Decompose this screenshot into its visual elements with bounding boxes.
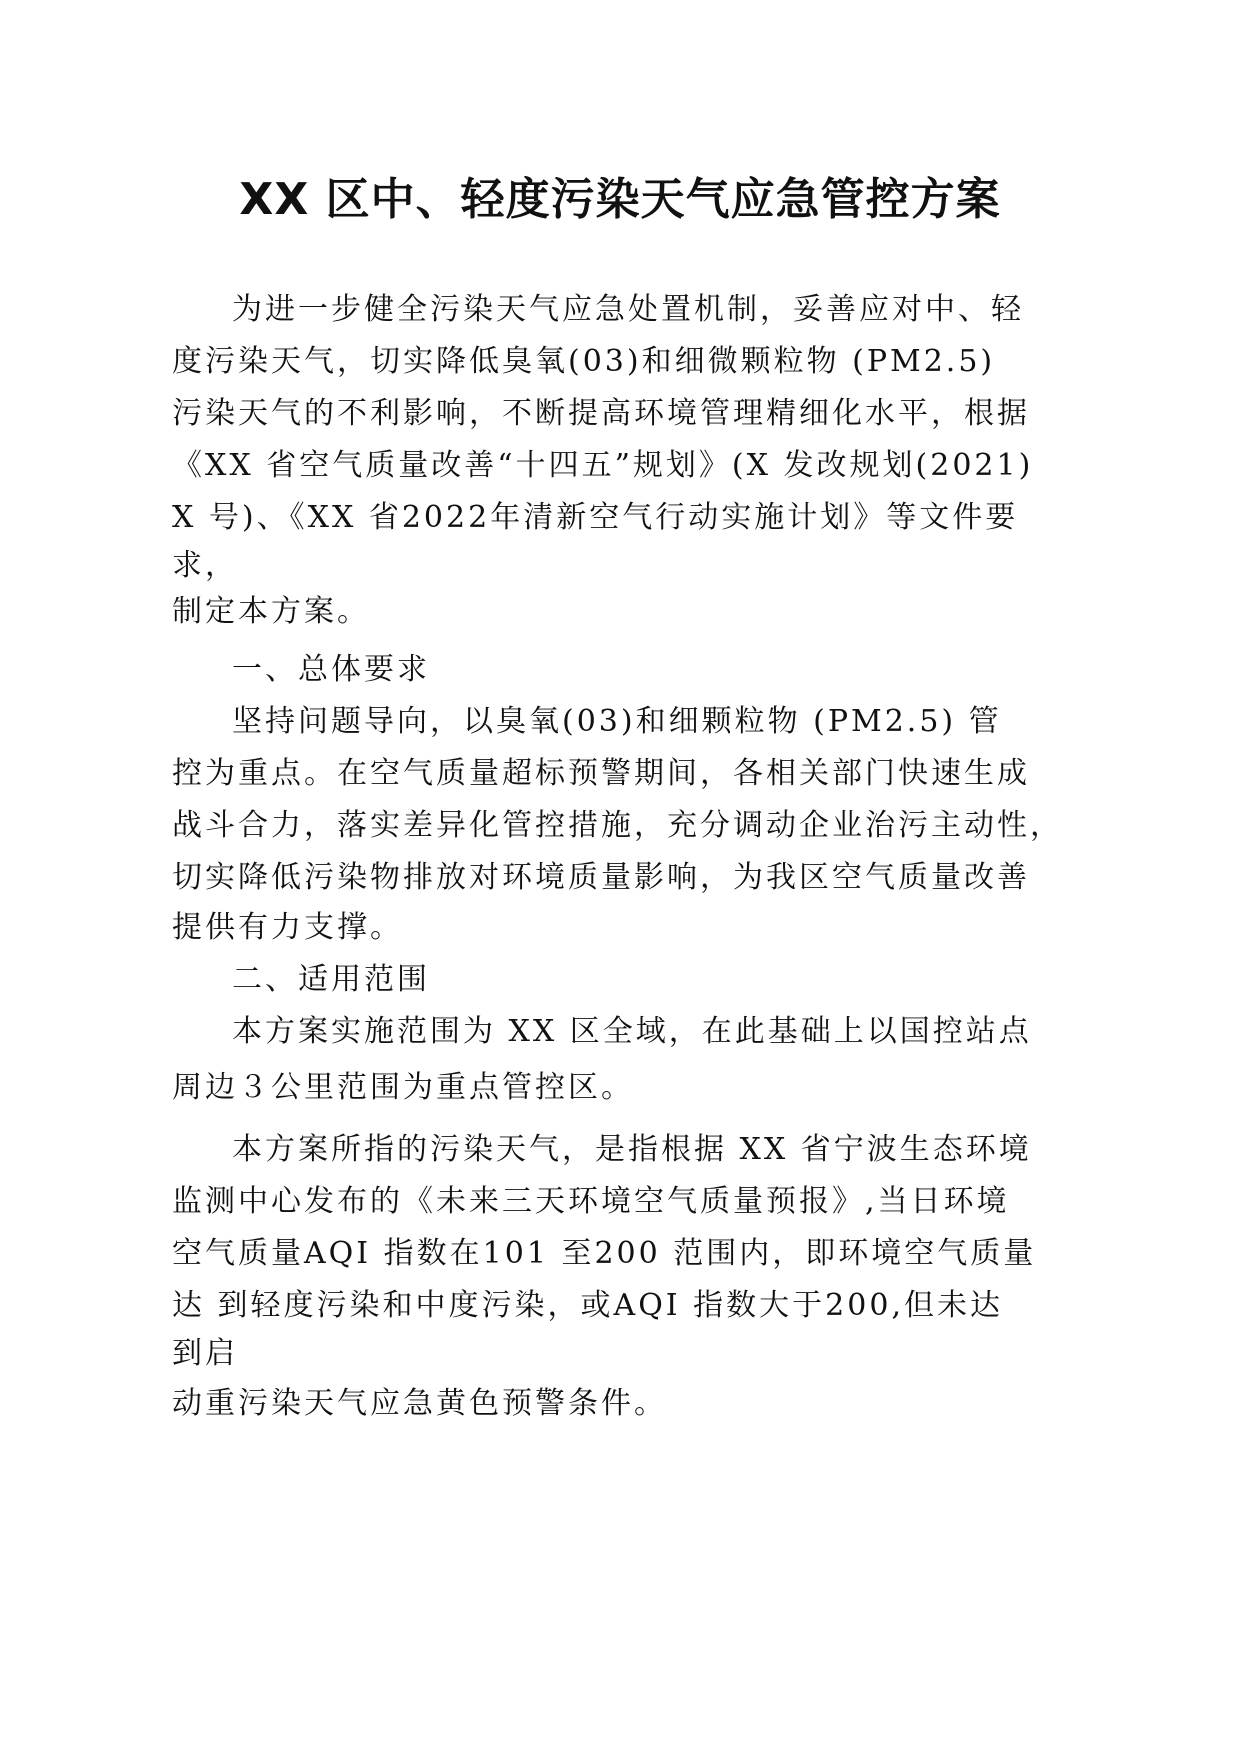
body-line: 周边３公里范围为重点管控区。 <box>172 1070 634 1105</box>
section-heading: 二、适用范围 <box>232 962 430 997</box>
body-line: 控为重点。在空气质量超标预警期间，各相关部门快速生成 <box>172 756 1030 791</box>
body-line: 战斗合力，落实差异化管控措施，充分调动企业治污主动性， <box>172 808 1063 843</box>
body-line: X 号)、《XX 省2022年清新空气行动实施计划》等文件要 <box>172 500 1019 535</box>
body-line: 本方案所指的污染天气，是指根据 XX 省宁波生态环境 <box>232 1132 1032 1167</box>
body-line: 制定本方案。 <box>172 594 370 629</box>
body-line: 《XX 省空气质量改善“十四五”规划》(X 发改规划(2021) <box>172 448 1034 483</box>
body-line: 达 到轻度污染和中度污染，或AQI 指数大于200,但未达 <box>172 1288 1003 1323</box>
section-heading: 一、总体要求 <box>232 652 430 687</box>
body-line: 度污染天气，切实降低臭氧(03)和细微颗粒物 (PM2.5) <box>172 344 996 379</box>
body-line: 本方案实施范围为 XX 区全域，在此基础上以国控站点 <box>232 1014 1032 1049</box>
document-title: XX 区中、轻度污染天气应急管控方案 <box>239 174 1001 225</box>
body-line: 污染天气的不利影响，不断提高环境管理精细化水平，根据 <box>172 396 1030 431</box>
body-line: 坚持问题导向，以臭氧(03)和细颗粒物 (PM2.5) 管 <box>232 704 1002 739</box>
body-line: 到启 <box>172 1336 238 1371</box>
body-line: 切实降低污染物排放对环境质量影响，为我区空气质量改善 <box>172 860 1030 895</box>
body-line: 动重污染天气应急黄色预警条件。 <box>172 1386 667 1421</box>
body-line: 空气质量AQI 指数在101 至200 范围内，即环境空气质量 <box>172 1236 1037 1271</box>
body-line: 提供有力支撑。 <box>172 910 403 945</box>
body-line: 为进一步健全污染天气应急处置机制，妥善应对中、轻 <box>232 292 1024 327</box>
body-line: 监测中心发布的《未来三天环境空气质量预报》,当日环境 <box>172 1184 1010 1219</box>
body-line: 求， <box>172 548 238 583</box>
